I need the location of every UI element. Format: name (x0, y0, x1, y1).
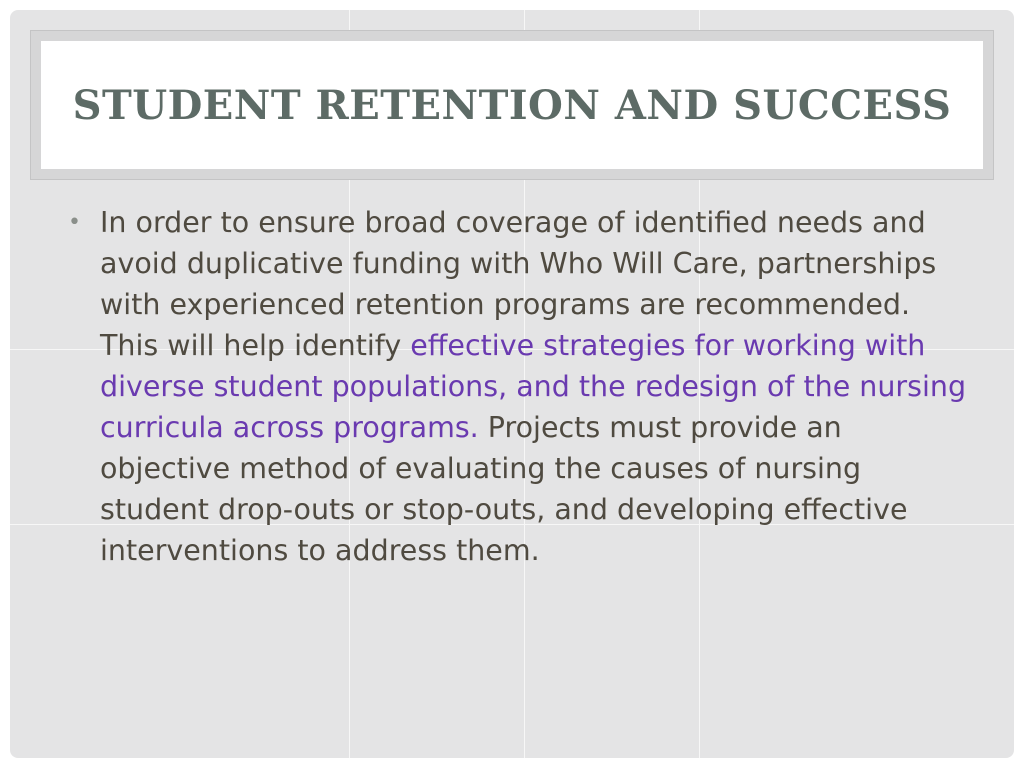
title-box (41, 41, 983, 169)
slide-body (68, 202, 968, 571)
bullet-paragraph (100, 202, 968, 571)
paragraph-text-end: Projects must provide an objective method of evaluating the causes of nursing student drop-outs or stop-outs, and developing effective interventions to address them. (100, 411, 908, 567)
slide (10, 10, 1014, 758)
paragraph-highlight: effective strategies for working with diverse student populations, and the redesign of the nursing curricula across programs. (100, 329, 967, 444)
paragraph-text-start: In order to ensure broad coverage of identified needs and avoid duplicative funding with Who Will Care, partnerships with experienced retention programs are recommended. This will help identify (100, 206, 937, 362)
bullet-marker: • (68, 210, 81, 235)
slide-title: STUDENT RETENTION AND SUCCESS (72, 81, 952, 129)
